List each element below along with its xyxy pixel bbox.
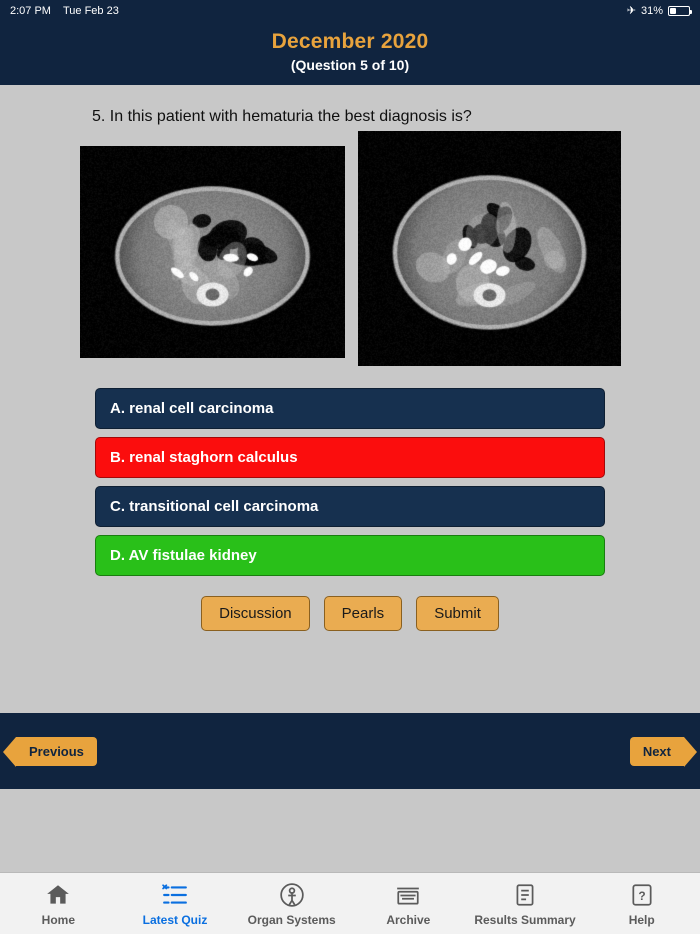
quiz-header bbox=[0, 22, 700, 85]
status-bar bbox=[0, 0, 700, 22]
tab-latest-quiz-label: Latest Quiz bbox=[142, 912, 208, 927]
status-right-group bbox=[627, 5, 690, 17]
svg-text:?: ? bbox=[638, 888, 646, 903]
pearls-button[interactable]: Pearls bbox=[324, 596, 403, 631]
page-title: December 2020 bbox=[271, 30, 429, 53]
tab-archive[interactable] bbox=[350, 882, 467, 926]
tab-archive-label: Archive bbox=[386, 912, 431, 927]
tab-results-summary[interactable] bbox=[467, 882, 584, 926]
checklist-icon bbox=[117, 882, 234, 908]
home-icon bbox=[0, 882, 117, 908]
quiz-content bbox=[0, 85, 700, 713]
tab-organ-systems[interactable] bbox=[233, 882, 350, 926]
document-icon bbox=[467, 882, 584, 908]
answer-option-d[interactable]: D. AV fistulae kidney bbox=[95, 535, 605, 576]
next-button[interactable]: Next bbox=[630, 737, 684, 766]
archive-box-icon bbox=[350, 882, 467, 908]
body-icon bbox=[233, 882, 350, 908]
question-mark-icon bbox=[583, 882, 700, 908]
tab-help-label: Help bbox=[628, 912, 655, 927]
discussion-button[interactable]: Discussion bbox=[201, 596, 310, 631]
ct-scan-axial-left[interactable] bbox=[80, 146, 345, 358]
answer-options bbox=[0, 366, 700, 576]
status-time: 2:07 PM bbox=[10, 5, 51, 17]
question-text: 5. In this patient with hematuria the best diagnosis is? bbox=[92, 108, 472, 125]
bottom-tab-bar bbox=[0, 872, 700, 934]
tab-help[interactable] bbox=[583, 882, 700, 926]
answer-option-c[interactable]: C. transitional cell carcinoma bbox=[95, 486, 605, 527]
action-buttons bbox=[0, 576, 700, 631]
tab-latest-quiz[interactable] bbox=[117, 882, 234, 926]
airplane-mode-icon: ✈ bbox=[626, 4, 636, 17]
tab-home[interactable] bbox=[0, 882, 117, 926]
answer-option-a[interactable]: A. renal cell carcinoma bbox=[95, 388, 605, 429]
question-navigation-bar bbox=[0, 713, 700, 789]
content-filler bbox=[0, 789, 700, 872]
status-date: Tue Feb 23 bbox=[62, 5, 119, 17]
tab-organ-systems-label: Organ Systems bbox=[247, 912, 336, 927]
tab-results-summary-label: Results Summary bbox=[474, 912, 576, 927]
image-panel bbox=[0, 128, 700, 366]
submit-button[interactable]: Submit bbox=[416, 596, 499, 631]
tab-home-label: Home bbox=[41, 912, 75, 927]
answer-option-b[interactable]: B. renal staghorn calculus bbox=[95, 437, 605, 478]
previous-button[interactable]: Previous bbox=[16, 737, 97, 766]
battery-percent-label: 31% bbox=[640, 5, 663, 17]
question-counter: (Question 5 of 10) bbox=[290, 57, 410, 73]
battery-icon bbox=[668, 6, 690, 16]
ct-scan-axial-right[interactable] bbox=[358, 131, 621, 366]
